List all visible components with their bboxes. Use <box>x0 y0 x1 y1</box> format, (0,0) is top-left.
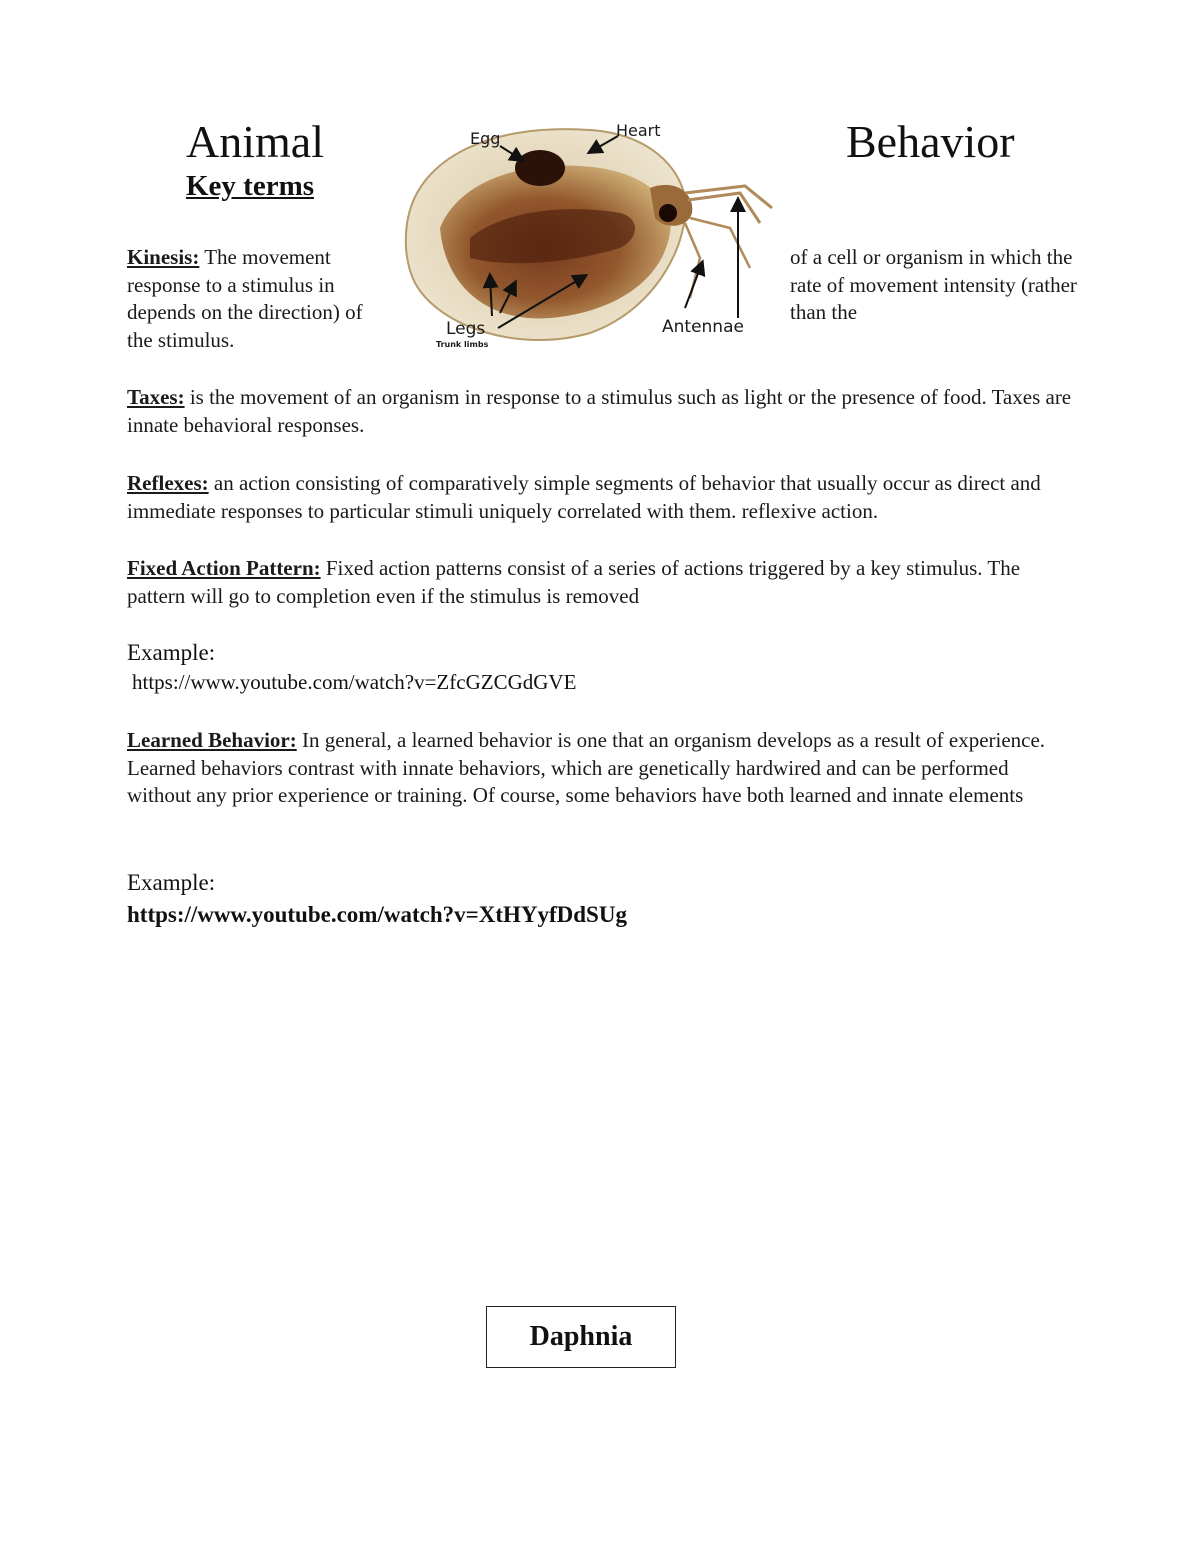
taxes-text: is the movement of an organism in response to a stimulus such as light or the presence of food. Taxes are innate behavioral responses. <box>127 385 1072 437</box>
kinesis-term: Kinesis: <box>127 245 200 269</box>
legs-sub-label: Trunk limbs <box>436 340 489 349</box>
reflexes-definition <box>127 470 1087 525</box>
taxes-term: Taxes: <box>127 385 185 409</box>
learned-behavior-term: Learned Behavior: <box>127 728 297 752</box>
egg-label: Egg <box>470 129 501 148</box>
eye-shape <box>659 204 677 222</box>
fixed-action-pattern-definition <box>127 555 1077 610</box>
kinesis-definition-left <box>127 244 382 354</box>
example-2-label: Example: <box>127 870 216 895</box>
example-2-link[interactable]: https://www.youtube.com/watch?v=XtHYyfDdSUg <box>127 902 627 927</box>
antennae-arrow-1 <box>685 263 702 308</box>
egg-shape <box>515 150 565 186</box>
reflexes-text: an action consisting of comparatively simple segments of behavior that usually occur as direct and immediate responses to particular stimuli uniquely correlated with them. reflexive action. <box>127 471 1041 523</box>
title-behavior: Behavior <box>846 116 1015 167</box>
antennae-label: Antennae <box>662 317 744 337</box>
daphnia-caption-box <box>486 1306 676 1368</box>
antenna-2 <box>688 193 760 223</box>
learned-behavior-text: In general, a learned behavior is one that an organism develops as a result of experience. Learned behaviors contrast with innate behaviors, which are genetically hardwired and can be performed without any prior experience or training. Of course, some behaviors have both learned and innate elements <box>127 728 1046 807</box>
daphnia-diagram <box>400 118 780 350</box>
daphnia-caption: Daphnia <box>529 1321 633 1352</box>
taxes-definition <box>127 384 1077 439</box>
heart-label: Heart <box>616 121 661 140</box>
legs-label: Legs <box>446 319 486 339</box>
fixed-action-pattern-term: Fixed Action Pattern: <box>127 556 321 580</box>
learned-behavior-definition <box>127 727 1077 810</box>
kinesis-definition-right: of a cell or organism in which the rate of movement intensity (rather than the <box>790 245 1077 324</box>
reflexes-term: Reflexes: <box>127 471 209 495</box>
antenna-1 <box>685 186 772 208</box>
kinesis-text-left: The movement response to a stimulus in depends on the direction) of the stimulus. <box>127 245 363 352</box>
fixed-action-pattern-text: Fixed action patterns consist of a series of actions triggered by a key stimulus. The pattern will go to completion even if the stimulus is removed <box>127 556 1021 608</box>
example-1-link[interactable]: https://www.youtube.com/watch?v=ZfcGZCGdGVE <box>132 670 577 694</box>
example-1-label: Example: <box>127 640 216 665</box>
subtitle-key-terms: Key terms <box>186 170 315 202</box>
title-animal: Animal <box>186 116 324 167</box>
